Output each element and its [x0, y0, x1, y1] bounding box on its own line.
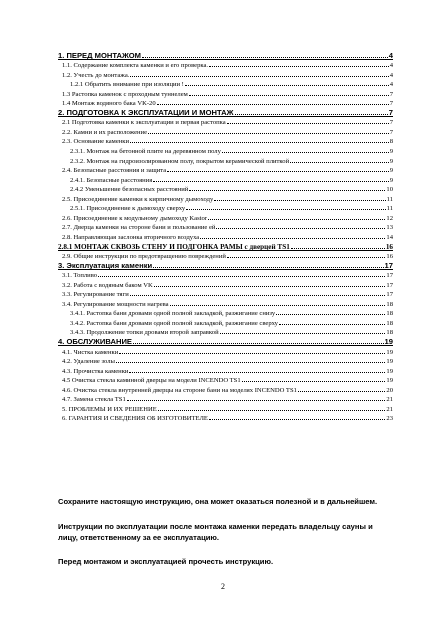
toc-leader-dots: [227, 257, 386, 258]
toc-leader-dots: [167, 171, 389, 172]
toc-entry-title: 1.3 Растопка каменок с проходным туннелем: [62, 90, 188, 98]
toc-row: [62, 384, 393, 394]
toc-row: [70, 174, 393, 184]
toc-entry-title: 2.5.1. Присоединение к дымоходу сверху: [70, 205, 186, 213]
toc-row: [70, 203, 393, 213]
toc-entry-title: 4.5 Очистка стекла каминной дверцы на модели INCENDO TS1: [62, 377, 241, 385]
toc-leader-dots: [98, 276, 385, 277]
toc-entry-page: 7: [389, 90, 393, 98]
toc-entry-title: 5. ПРОБЛЕМЫ И ИХ РЕШЕНИЕ: [62, 405, 157, 413]
toc-entry-page: 21: [386, 405, 393, 413]
toc-entry-page: 18: [386, 319, 393, 327]
toc-entry-page: 4: [389, 71, 393, 79]
toc-entry-title: 4.2. Удаление золы: [62, 358, 115, 366]
toc-entry-page: 14: [386, 233, 393, 241]
toc-entry-page: 16: [385, 242, 393, 251]
toc-entry-page: 9: [389, 176, 393, 184]
toc-entry-page: 9: [389, 157, 393, 165]
toc-entry-page: 17: [386, 281, 393, 289]
toc-entry-title: 2.4.2 Уменьшение безопасных расстояний: [70, 186, 189, 194]
toc-entry-title: 4.7. Замена стекла TS1: [62, 396, 126, 404]
toc-entry-title: 1.2.1 Обратить внимание при изоляции !: [70, 81, 184, 89]
toc-entry-page: 10: [386, 186, 393, 194]
toc-entry-page: 7: [389, 119, 393, 127]
toc-row: [62, 222, 393, 232]
toc-row: [62, 193, 393, 203]
toc-entry-title: 2.7. Дверца каменки на стороне бани и пользование ей: [62, 224, 216, 232]
note-2: Инструкции по эксплуатации после монтажа каменки передать владельцу сауны и лицу, ответственному за ее эксплуатацию.: [58, 522, 373, 542]
toc-leader-dots: [133, 343, 384, 344]
toc-entry-page: 12: [386, 214, 393, 222]
toc-row: [70, 79, 393, 89]
toc-row: [62, 346, 393, 356]
toc-row: [62, 251, 393, 261]
toc-entry-page: 11: [386, 195, 393, 203]
toc-entry-title: 2.3.2. Монтаж на гидроизолированном полу, покрытом керамической плиткой: [70, 157, 290, 165]
toc-entry-title: 3. Эксплуатация каменки: [58, 260, 153, 270]
toc-entry-page: 20: [386, 386, 393, 394]
toc-entry-page: 23: [386, 415, 393, 423]
toc-leader-dots: [222, 152, 389, 153]
toc-row: [70, 308, 393, 318]
toc-entry-title: 3.1. Топливо: [62, 272, 98, 280]
toc-row: [62, 289, 393, 299]
toc-entry-page: 17: [386, 291, 393, 299]
toc-leader-dots: [227, 123, 389, 124]
toc-leader-dots: [119, 353, 385, 354]
toc-entry-page: 9: [389, 167, 393, 175]
toc-row: [62, 212, 393, 222]
toc-entry-title: 3.4. Регулирование мощности нагрева: [62, 300, 169, 308]
toc-entry-page: 18: [386, 329, 393, 337]
toc-leader-dots: [154, 286, 386, 287]
toc-entry-title: 4.6. Очистка стекла внутренней дверцы на стороне бани на моделях INCENDO TS1: [62, 386, 297, 394]
toc-entry-title: 1.1. Содержание комплекта каменки и его проверка.: [62, 62, 209, 70]
toc-leader-dots: [276, 314, 385, 315]
toc-leader-dots: [189, 95, 389, 96]
toc-entry-title: 1. ПЕРЕД МОНТАЖОМ: [58, 50, 141, 60]
toc-leader-dots: [200, 238, 385, 239]
toc-entry-title: 4. ОБСЛУЖИВАНИЕ: [58, 337, 132, 347]
toc-row: [62, 60, 393, 70]
toc-entry-page: 9: [389, 148, 393, 156]
toc-leader-dots: [209, 66, 389, 67]
toc-entry-title: 2.3.1. Монтаж на бетонной плите на деревянном полу: [70, 148, 221, 156]
toc-entry-page: 21: [386, 396, 393, 404]
toc-leader-dots: [153, 181, 388, 182]
toc-entry-title: 3.3. Регулирование тяги: [62, 291, 129, 299]
toc-leader-dots: [214, 200, 385, 201]
toc-entry-page: 4: [389, 81, 393, 89]
toc-leader-dots: [142, 57, 388, 58]
toc-leader-dots: [220, 333, 386, 334]
toc-row: [70, 317, 393, 327]
toc-entry-title: 4.3. Прочистка каменки: [62, 367, 129, 375]
toc-row: [62, 165, 393, 175]
toc-entry-title: 2.4. Безопасные расстояния и защита: [62, 167, 167, 175]
toc-row: [62, 270, 393, 280]
toc-entry-page: 7: [388, 107, 393, 117]
toc-row: [70, 146, 393, 156]
toc-entry-page: 4: [388, 50, 393, 60]
toc-row: [62, 394, 393, 404]
toc-leader-dots: [216, 228, 385, 229]
toc-leader-dots: [185, 85, 389, 86]
toc-row: [62, 375, 393, 385]
toc-row: [62, 356, 393, 366]
toc-row: [70, 155, 393, 165]
toc-row: [62, 413, 393, 423]
toc-row: [62, 117, 393, 127]
toc-leader-dots: [116, 362, 385, 363]
toc-entry-title: 1.4 Монтаж водяного бака VK-20: [62, 100, 156, 108]
toc-entry-page: 18: [386, 300, 393, 308]
toc-leader-dots: [235, 114, 388, 115]
toc-row: [62, 298, 393, 308]
toc-entry-page: 19: [386, 348, 393, 356]
toc-row: [62, 69, 393, 79]
toc-entry-page: 8: [389, 138, 393, 146]
toc-entry-title: 2.6. Присоединение к модульному дымоходу Kastor: [62, 214, 207, 222]
toc-entry-page: 17: [386, 272, 393, 280]
toc-entry-page: 13: [386, 224, 393, 232]
toc-leader-dots: [290, 162, 389, 163]
toc-leader-dots: [130, 142, 389, 143]
toc-entry-title: 2.8. Направляющая заслонка вторичного воздуха: [62, 233, 200, 241]
toc-entry-page: 17: [384, 260, 393, 270]
toc-leader-dots: [127, 400, 386, 401]
toc-entry-page: 7: [389, 128, 393, 136]
toc-entry-page: 4: [389, 62, 393, 70]
toc-entry-page: 19: [386, 358, 393, 366]
page-number: 2: [221, 582, 225, 591]
toc-leader-dots: [208, 219, 385, 220]
toc-entry-page: 16: [386, 253, 393, 261]
toc-entry-title: 4.1. Чистка каменки: [62, 348, 119, 356]
toc-row: [62, 231, 393, 241]
toc-entry-title: 2.1 Подготовка каменки к эксплуатации и первая растопка: [62, 119, 226, 127]
toc-entry-page: 7: [389, 100, 393, 108]
toc-leader-dots: [170, 305, 386, 306]
toc-row: [70, 327, 393, 337]
toc-leader-dots: [186, 209, 385, 210]
toc-entry-title: 2. ПОДГОТОВКА К ЭКСПЛУАТАЦИИ И МОНТАЖ: [58, 107, 234, 117]
toc-entry-title: 2.2. Камни и их расположение: [62, 128, 147, 136]
note-3: Перед монтажом и эксплуатацией прочесть инструкцию.: [58, 557, 274, 566]
toc-entry-page: 19: [384, 337, 393, 347]
toc-entry-title: 6. ГАРАНТИЯ И СВЕДЕНИЯ ОБ ИЗГОТОВИТЕЛЕ: [62, 415, 208, 423]
toc-entry-page: 19: [386, 367, 393, 375]
toc-leader-dots: [158, 410, 386, 411]
toc-entry-page: 19: [386, 377, 393, 385]
toc-entry-title: 2.5. Присоединение каменки к кирпичному дымоходу: [62, 195, 214, 203]
toc-row: [62, 136, 393, 146]
toc-entry-title: 2.4.1. Безопасные расстояния: [70, 176, 153, 184]
toc-entry-title: 3.4.2. Растопка бани дровами одной полной закладкой, разжигание сверху: [70, 319, 278, 327]
toc-row: [62, 98, 393, 108]
toc-entry-title: 2.3. Основание каменки: [62, 138, 130, 146]
toc-leader-dots: [129, 372, 385, 373]
toc-leader-dots: [153, 267, 383, 268]
toc-leader-dots: [130, 76, 388, 77]
toc-row: [62, 88, 393, 98]
toc-leader-dots: [291, 248, 385, 249]
toc-entry-title: 3.2. Работа с водяным баком VK: [62, 281, 153, 289]
toc-leader-dots: [298, 391, 385, 392]
toc-entry-title: 3.4.3. Продолжение топки дровами второй заправкой: [70, 329, 219, 337]
toc-entry-title: 1.2. Учесть до монтажа.: [62, 71, 130, 79]
toc-leader-dots: [209, 419, 385, 420]
toc-leader-dots: [279, 324, 385, 325]
toc-row: [70, 184, 393, 194]
toc-leader-dots: [157, 104, 389, 105]
toc-leader-dots: [242, 381, 386, 382]
toc-leader-dots: [130, 295, 386, 296]
toc-row: [62, 126, 393, 136]
toc-entry-page: 11: [386, 205, 393, 213]
toc-row: [62, 403, 393, 413]
toc-leader-dots: [148, 133, 389, 134]
note-1: Сохраните настоящую инструкцию, она может оказаться полезной и в дальнейшем.: [58, 497, 378, 506]
toc-row: [62, 365, 393, 375]
toc-entry-title: 2.9. Общие инструкции по предотвращению повреждений: [62, 253, 226, 261]
toc-entry-title: 2.8.1 МОНТАЖ СКВОЗЬ СТЕНУ И ПОДГОНКА РАМЫ с дверцей TS1: [58, 242, 290, 251]
toc-row: [62, 279, 393, 289]
toc-leader-dots: [189, 190, 385, 191]
toc-entry-page: 18: [386, 310, 393, 318]
toc-entry-title: 3.4.1. Растопка бани дровами одной полной закладкой, разжигание снизу: [70, 310, 276, 318]
